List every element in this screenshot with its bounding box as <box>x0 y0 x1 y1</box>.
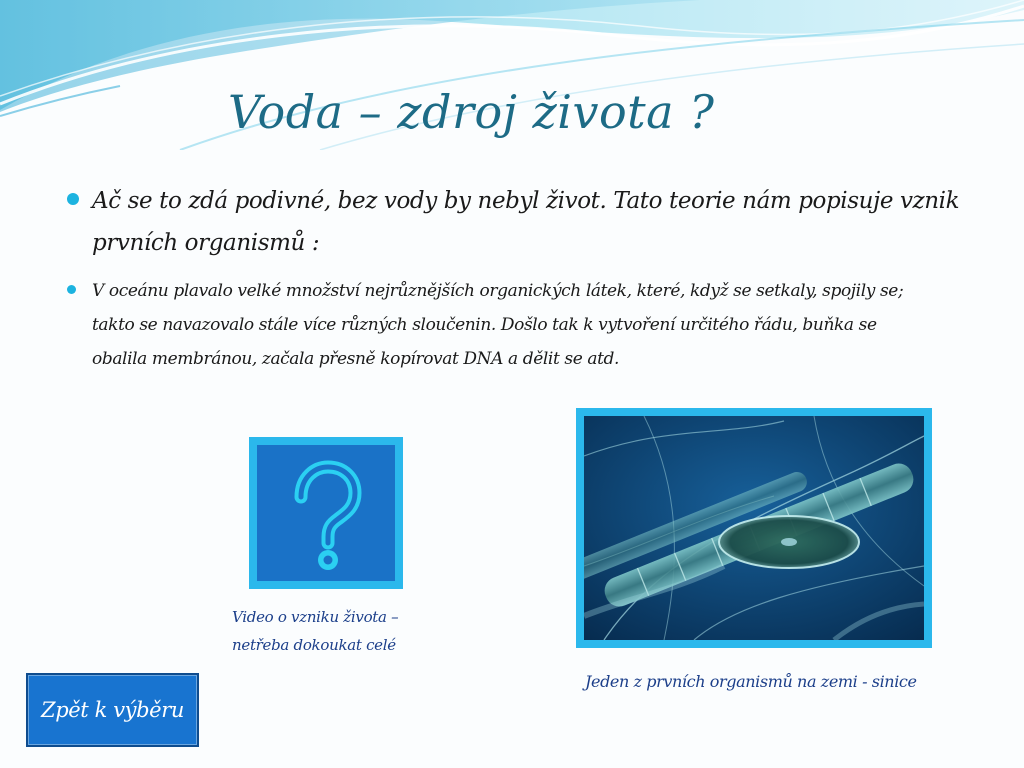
video-caption: Video o vzniku života – netřeba dokoukat celé <box>232 608 399 654</box>
sub-bullet-item <box>62 274 962 376</box>
bullet-item <box>62 180 962 264</box>
cyanobacteria-micrograph <box>584 416 924 640</box>
photo-caption: Jeden z prvních organismů na zemi - sinice <box>585 672 917 691</box>
bullet-text: Ač se to zdá podivné, bez vody by nebyl život. Tato teorie nám popisuje vznik prvních organismů : <box>92 188 960 256</box>
bullet-dot-icon <box>67 193 79 205</box>
question-mark-icon <box>257 445 395 581</box>
bullet-text: V oceánu plavalo velké množství nejrůznějších organických látek, které, když se setkaly, spojily se; takto se navazovalo stále více různých sloučenin. Došlo tak k vytvoření určitého řádu, buňka se obalila membránou, začala přesně kopírovat DNA a dělit se atd. <box>92 281 904 369</box>
back-to-selection-button[interactable]: Zpět k výběru <box>26 673 199 747</box>
slide-title: Voda – zdroj života ? <box>228 85 715 139</box>
bullet-dot-icon <box>67 285 76 294</box>
bullet-list <box>62 180 962 376</box>
cyanobacteria-photo <box>576 408 932 648</box>
video-link-button[interactable] <box>249 437 403 589</box>
